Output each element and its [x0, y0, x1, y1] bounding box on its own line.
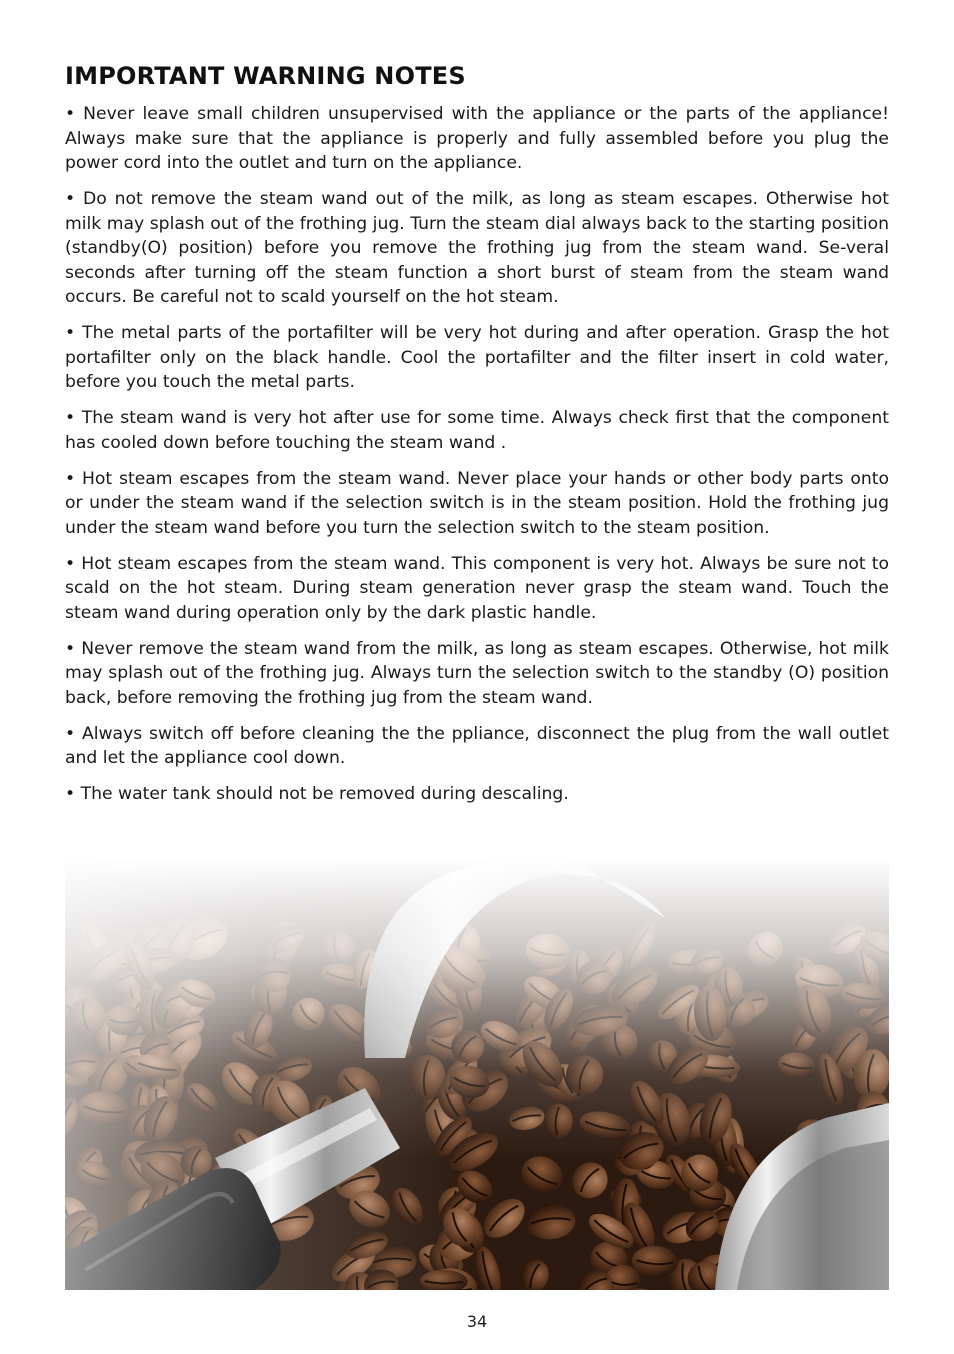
warning-note-8: • Always switch off before cleaning the the ppliance, disconnect the plug from the wall outlet and let the appliance cool down.	[65, 723, 889, 768]
page-number: 34	[466, 1312, 488, 1331]
warning-note-7: • Never remove the steam wand from the milk, as long as steam escapes. Otherwise, hot milk may splash out of the frothing jug. Always turn the selection switch to the standby (O) position back, before removing the frothing jug from the steam wand.	[65, 638, 889, 708]
warning-note-9: • The water tank should not be removed during descaling.	[65, 784, 569, 804]
warning-note-5: • Hot steam escapes from the steam wand. Never place your hands or other body parts onto or under the steam wand if the selection switch is in the steam position. Hold the frothing jug under the steam wand before you turn the selection switch to the steam position.	[65, 468, 889, 538]
warning-note-4: • The steam wand is very hot after use for some time. Always check first that the component has cooled down before touching the steam wand .	[65, 408, 889, 453]
warning-note-6: • Hot steam escapes from the steam wand. This component is very hot. Always be sure not to scald on the hot steam. During steam generation never grasp the steam wand. Touch the steam wand during operation only by the dark plastic handle.	[65, 553, 889, 623]
page-content	[65, 60, 889, 818]
warning-note-1: • Never leave small children unsupervised with the appliance or the parts of the appliance! Always make sure that the appliance is properly and fully assembled before you plug the power cord into the outlet and turn on the appliance.	[65, 104, 889, 173]
coffee-beans-portafilter-photo	[65, 858, 889, 1290]
page-title: IMPORTANT WARNING NOTES	[65, 62, 466, 90]
warning-note-2: • Do not remove the steam wand out of the milk, as long as steam escapes. Otherwise hot milk may splash out of the frothing jug. Turn the steam dial always back to the starting position (standby(O) position) before you remove the frothing jug from the steam wand. Se-veral seconds after turning off the steam function a short burst of steam from the steam wand occurs. Be careful not to scald yourself on the hot steam.	[65, 189, 889, 307]
warning-note-3: • The metal parts of the portafilter will be very hot during and after operation. Grasp the hot portafilter only on the black handle. Cool the portafilter and the filter insert in cold water, before you touch the metal parts.	[65, 323, 889, 392]
